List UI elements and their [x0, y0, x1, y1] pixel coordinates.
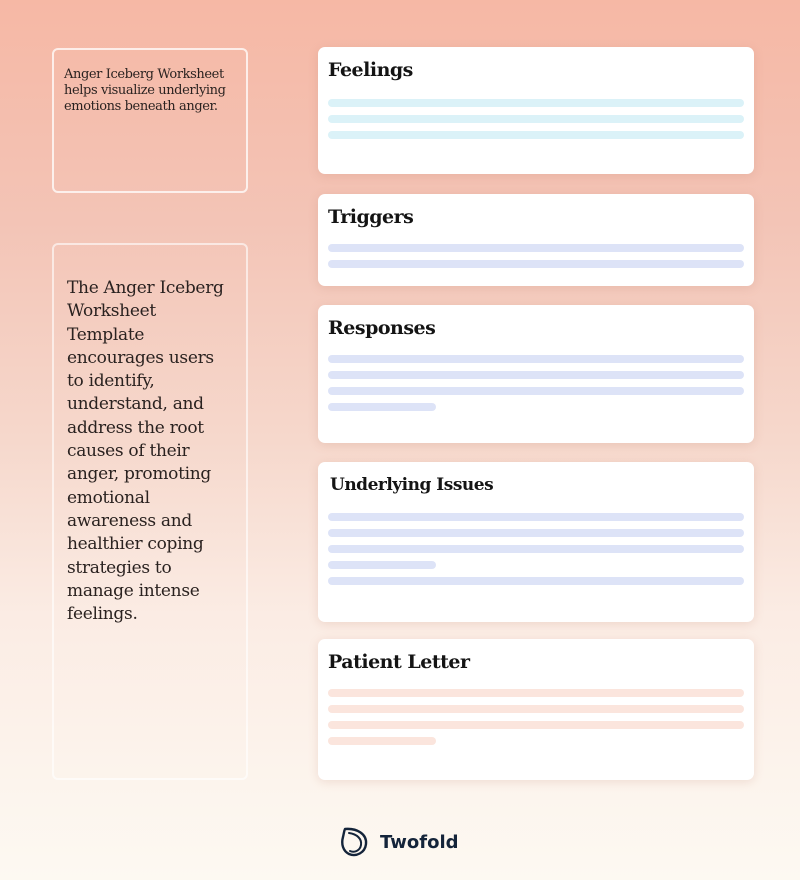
- responses-title: Responses: [328, 317, 436, 339]
- description-box: [52, 243, 248, 780]
- feelings-title: Feelings: [328, 59, 413, 81]
- underlying-issues-title: Underlying Issues: [330, 475, 494, 495]
- twofold-logo-icon: [339, 826, 371, 858]
- triggers-card: [318, 194, 754, 286]
- placeholder-line: [328, 561, 436, 569]
- underlying-issues-card: [318, 462, 754, 622]
- responses-placeholder-lines: [328, 355, 744, 411]
- footer-brand: [339, 826, 459, 858]
- patient-letter-title: Patient Letter: [328, 651, 470, 673]
- placeholder-line: [328, 387, 744, 395]
- summary-box: [52, 48, 248, 193]
- description-text: The Anger Iceberg Worksheet Template encourages users to identify, understand, and address the root causes of their anger, promoting emotional awareness and healthier coping strategies to manage intense feelings.: [67, 278, 224, 625]
- letter-placeholder-lines: [328, 689, 744, 745]
- feelings-placeholder-lines: [328, 99, 744, 139]
- feelings-card: [318, 47, 754, 174]
- responses-card: [318, 305, 754, 443]
- placeholder-line: [328, 244, 744, 252]
- summary-text: Anger Iceberg Worksheet helps visualize underlying emotions beneath anger.: [64, 67, 226, 114]
- placeholder-line: [328, 737, 436, 745]
- placeholder-line: [328, 131, 744, 139]
- placeholder-line: [328, 115, 744, 123]
- placeholder-line: [328, 577, 744, 585]
- placeholder-line: [328, 403, 436, 411]
- placeholder-line: [328, 689, 744, 697]
- placeholder-line: [328, 705, 744, 713]
- placeholder-line: [328, 529, 744, 537]
- placeholder-line: [328, 99, 744, 107]
- placeholder-line: [328, 545, 744, 553]
- brand-name: Twofold: [380, 831, 459, 853]
- triggers-title: Triggers: [328, 206, 414, 228]
- placeholder-line: [328, 513, 744, 521]
- underlying-placeholder-lines: [328, 513, 744, 585]
- placeholder-line: [328, 355, 744, 363]
- placeholder-line: [328, 371, 744, 379]
- placeholder-line: [328, 721, 744, 729]
- triggers-placeholder-lines: [328, 244, 744, 268]
- patient-letter-card: [318, 639, 754, 780]
- placeholder-line: [328, 260, 744, 268]
